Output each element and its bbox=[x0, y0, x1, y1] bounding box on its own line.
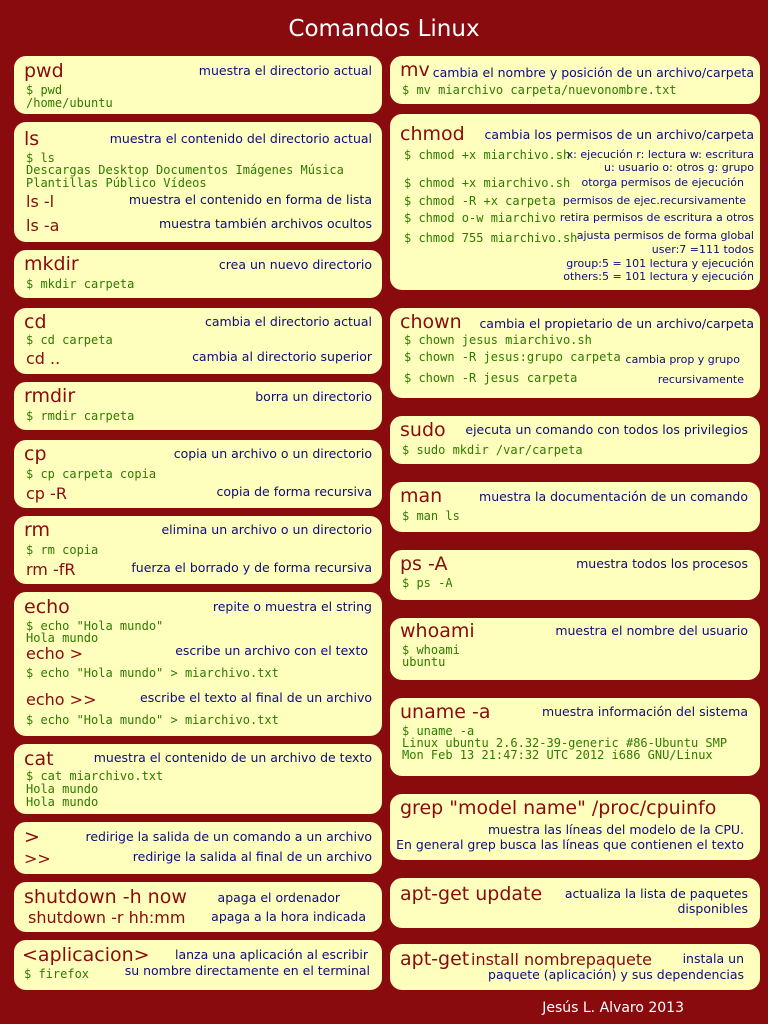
command-description: redirige la salida al final de un archivo bbox=[132, 849, 372, 864]
command-description: muestra todos los procesos bbox=[576, 556, 748, 571]
terminal-line: $ chown jesus miarchivo.sh bbox=[404, 333, 592, 347]
command-description: escribe un archivo con el texto bbox=[175, 643, 368, 658]
command-description: retira permisos de escritura a otros bbox=[559, 211, 754, 224]
command-variant: ls -a bbox=[26, 216, 60, 235]
command-name: ls bbox=[24, 128, 40, 150]
command-description: others:5 = 101 lectura y ejecución bbox=[563, 270, 754, 283]
card-whoami bbox=[390, 618, 760, 680]
command-description: En general grep busca las líneas que contienen el texto bbox=[396, 837, 744, 852]
command-description: muestra el contenido de un archivo de texto bbox=[93, 750, 372, 765]
terminal-output: Hola mundo bbox=[26, 795, 99, 809]
command-name: apt-get update bbox=[400, 883, 543, 905]
terminal-output: Linux ubuntu 2.6.32-39-generic #86-Ubuntu SMP bbox=[402, 736, 728, 750]
card-redirect bbox=[14, 822, 382, 874]
command-variant: ls -l bbox=[26, 192, 55, 211]
command-description: copia de forma recursiva bbox=[216, 484, 372, 499]
command-name: shutdown -h now bbox=[24, 886, 187, 908]
command-variant: shutdown -r hh:mm bbox=[28, 908, 186, 927]
command-name: chown bbox=[400, 311, 462, 333]
command-name: pwd bbox=[24, 60, 64, 82]
terminal-line: $ cat miarchivo.txt bbox=[26, 769, 164, 783]
command-description: cambia el directorio actual bbox=[205, 314, 372, 329]
command-description: cambia el nombre y posición de un archivo/carpeta bbox=[432, 65, 754, 80]
terminal-line: $ mkdir carpeta bbox=[26, 277, 135, 291]
terminal-line: $ cd carpeta bbox=[26, 333, 113, 347]
command-description: muestra el directorio actual bbox=[198, 63, 372, 78]
command-name: cat bbox=[24, 748, 54, 770]
terminal-line: $ ls bbox=[26, 151, 55, 165]
command-description: muestra información del sistema bbox=[541, 704, 748, 719]
card-cp bbox=[14, 440, 382, 508]
terminal-line: $ echo "Hola mundo" bbox=[26, 619, 164, 633]
command-variant: >> bbox=[24, 849, 51, 868]
terminal-line: $ mv miarchivo carpeta/nuevonombre.txt bbox=[402, 83, 677, 97]
command-description: copia un archivo o un directorio bbox=[173, 446, 372, 461]
card-shutdown bbox=[14, 882, 382, 932]
terminal-line: $ whoami bbox=[402, 643, 460, 657]
command-name: apt-get bbox=[400, 948, 470, 970]
command-name: mkdir bbox=[24, 253, 79, 275]
terminal-output: Hola mundo bbox=[26, 631, 99, 645]
command-description: repite o muestra el string bbox=[212, 599, 372, 614]
terminal-line: $ sudo mkdir /var/carpeta bbox=[402, 443, 583, 457]
command-name: echo bbox=[24, 596, 70, 618]
card-apt-install bbox=[390, 944, 760, 990]
card-man bbox=[390, 482, 760, 532]
card-cat bbox=[14, 744, 382, 814]
command-description: paquete (aplicación) y sus dependencias bbox=[488, 967, 744, 982]
command-description: cambia al directorio superior bbox=[192, 349, 372, 364]
terminal-output: Plantillas Público Vídeos bbox=[26, 176, 207, 190]
card-grep bbox=[390, 794, 760, 860]
card-pwd bbox=[14, 56, 382, 114]
command-description: permisos de ejec.recursivamente bbox=[562, 194, 746, 207]
command-variant: cd .. bbox=[26, 349, 61, 368]
command-description: disponibles bbox=[677, 901, 748, 916]
terminal-output: Descargas Desktop Documentos Imágenes Música bbox=[26, 163, 344, 177]
terminal-line: $ rmdir carpeta bbox=[26, 409, 135, 423]
command-description: ejecuta un comando con todos los privilegios bbox=[465, 422, 748, 437]
command-variant: echo >> bbox=[26, 690, 97, 709]
terminal-line: $ echo "Hola mundo" > miarchivo.txt bbox=[26, 666, 279, 680]
command-name: cd bbox=[24, 311, 47, 333]
terminal-output: /home/ubuntu bbox=[26, 96, 113, 110]
command-name: sudo bbox=[400, 419, 446, 441]
command-description: crea un nuevo directorio bbox=[218, 257, 372, 272]
command-description: escribe el texto al final de un archivo bbox=[140, 690, 372, 705]
command-description: elimina un archivo o un directorio bbox=[161, 522, 372, 537]
card-cd bbox=[14, 308, 382, 374]
command-description: redirige la salida de un comando a un archivo bbox=[85, 829, 372, 844]
command-description: recursivamente bbox=[657, 373, 744, 386]
command-name: uname -a bbox=[400, 701, 491, 723]
command-description: x: ejecución r: lectura w: escritura bbox=[566, 148, 754, 161]
command-description: u: usuario o: otros g: grupo bbox=[604, 161, 754, 174]
command-name: ps -A bbox=[400, 553, 448, 575]
command-name: mv bbox=[400, 59, 430, 81]
terminal-line: $ pwd bbox=[26, 83, 63, 97]
command-variant: echo > bbox=[26, 644, 84, 663]
card-aplicacion bbox=[14, 940, 382, 990]
command-name: man bbox=[400, 485, 443, 507]
command-description: cambia el propietario de un archivo/carpeta bbox=[479, 316, 754, 331]
command-description: otorga permisos de ejecución bbox=[581, 176, 744, 189]
command-name: rmdir bbox=[24, 385, 76, 407]
command-description: borra un directorio bbox=[255, 389, 372, 404]
terminal-line: $ cp carpeta copia bbox=[26, 467, 157, 481]
terminal-line: $ man ls bbox=[402, 509, 460, 523]
terminal-line: $ chown -R jesus:grupo carpeta bbox=[404, 350, 621, 364]
terminal-line: $ echo "Hola mundo" > miarchivo.txt bbox=[26, 713, 279, 727]
command-name: > bbox=[24, 826, 40, 848]
card-echo bbox=[14, 592, 382, 736]
card-mkdir bbox=[14, 250, 382, 298]
terminal-line: $ chmod +x miarchivo.sh bbox=[404, 176, 571, 190]
command-description: muestra las líneas del modelo de la CPU. bbox=[487, 822, 744, 837]
author-credit: Jesús L. Alvaro 2013 bbox=[542, 1000, 684, 1016]
command-description: group:5 = 101 lectura y ejecución bbox=[566, 257, 754, 270]
card-uname bbox=[390, 698, 760, 776]
command-description: su nombre directamente en el terminal bbox=[124, 963, 370, 978]
command-description: lanza una aplicación al escribir bbox=[174, 947, 368, 962]
terminal-line: $ chmod 755 miarchivo.sh bbox=[404, 231, 578, 245]
command-variant: cp -R bbox=[26, 484, 67, 503]
command-description: user:7 =111 todos bbox=[651, 243, 754, 256]
card-rm bbox=[14, 516, 382, 584]
terminal-line: $ rm copia bbox=[26, 543, 99, 557]
terminal-line: $ chown -R jesus carpeta bbox=[404, 371, 578, 385]
terminal-output: Mon Feb 13 21:47:32 UTC 2012 i686 GNU/Linux bbox=[402, 748, 713, 762]
command-description: instala un bbox=[682, 951, 744, 966]
command-description: apaga el ordenador bbox=[217, 890, 340, 905]
terminal-output: Hola mundo bbox=[26, 782, 99, 796]
terminal-output: ubuntu bbox=[402, 655, 446, 669]
card-mv bbox=[390, 56, 760, 104]
card-chown bbox=[390, 308, 760, 398]
card-apt-update bbox=[390, 878, 760, 928]
card-rmdir bbox=[14, 382, 382, 430]
terminal-line: $ uname -a bbox=[402, 724, 475, 738]
page-title: Comandos Linux bbox=[288, 16, 480, 42]
card-chmod bbox=[390, 114, 760, 290]
command-description: muestra el contenido en forma de lista bbox=[128, 192, 372, 207]
command-name: chmod bbox=[400, 123, 465, 145]
command-description: muestra el nombre del usuario bbox=[555, 623, 748, 638]
terminal-line: $ chmod +x miarchivo.sh bbox=[404, 148, 571, 162]
terminal-line: $ chmod o-w miarchivo bbox=[404, 211, 556, 225]
command-name: whoami bbox=[400, 620, 475, 642]
command-description: actualiza la lista de paquetes bbox=[564, 886, 748, 901]
command-description: cambia los permisos de un archivo/carpeta bbox=[484, 127, 754, 142]
command-name: cp bbox=[24, 443, 47, 465]
terminal-line: $ chmod -R +x carpeta bbox=[404, 194, 556, 208]
card-ls bbox=[14, 122, 382, 242]
command-name: rm bbox=[24, 519, 50, 541]
command-description: muestra el contenido del directorio actual bbox=[109, 131, 372, 146]
command-name: <aplicacion> bbox=[22, 944, 150, 966]
terminal-line: $ ps -A bbox=[402, 576, 453, 590]
terminal-line: $ firefox bbox=[24, 967, 90, 981]
command-description: fuerza el borrado y de forma recursiva bbox=[131, 560, 372, 575]
command-description: cambia prop y grupo bbox=[625, 353, 740, 366]
card-ps bbox=[390, 550, 760, 600]
command-description: apaga a la hora indicada bbox=[211, 909, 366, 924]
card-sudo bbox=[390, 416, 760, 464]
command-name: grep "model name" /proc/cpuinfo bbox=[400, 797, 717, 819]
command-description: muestra también archivos ocultos bbox=[158, 216, 372, 231]
command-description: muestra la documentación de un comando bbox=[479, 489, 748, 504]
command-variant: rm -fR bbox=[26, 560, 76, 579]
command-argument: install nombrepaquete bbox=[471, 950, 652, 969]
command-description: ajusta permisos de forma global bbox=[576, 229, 754, 242]
